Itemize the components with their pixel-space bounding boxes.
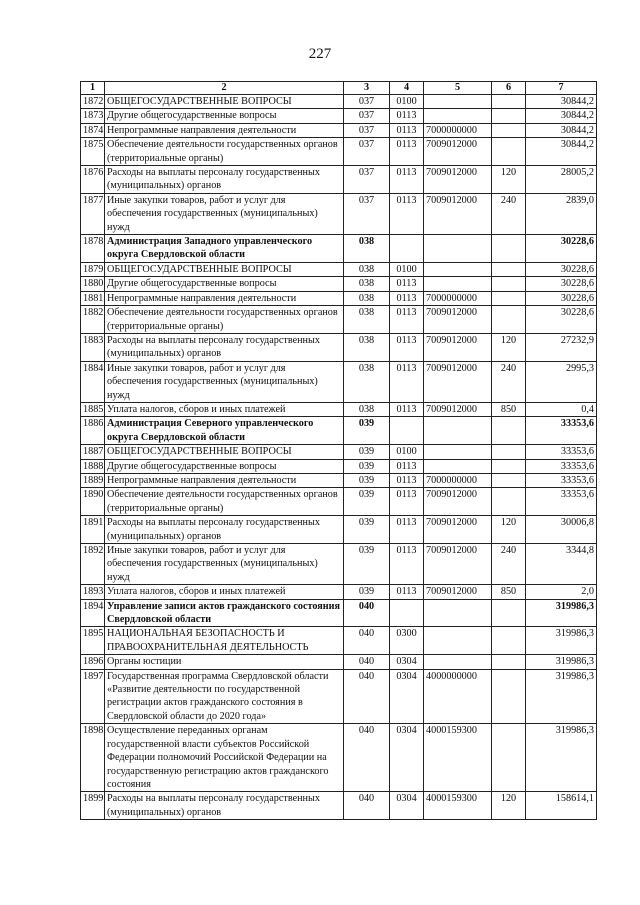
row-section-code-cell: 0113 [390,488,424,516]
row-target-code-cell: 7000000000 [424,291,492,305]
header-row [81,82,597,95]
row-amount-cell: 319986,3 [526,627,597,655]
table-row [81,417,597,445]
row-expense-type-cell: 120 [492,516,526,544]
row-expense-type-cell [492,627,526,655]
row-target-code-cell: 7009012000 [424,138,492,166]
row-admin-code-cell: 040 [344,655,390,669]
table-row [81,361,597,402]
row-name-cell: Иные закупки товаров, работ и услуг для обеспечения государственных (муниципальных) нужд [105,544,344,585]
row-admin-code-cell: 038 [344,306,390,334]
header-col-3: 3 [344,82,390,95]
row-target-code-cell [424,445,492,459]
row-number-cell: 1898 [81,724,105,792]
row-number-cell: 1883 [81,333,105,361]
row-section-code-cell [390,417,424,445]
row-amount-cell: 30228,6 [526,277,597,291]
row-target-code-cell: 7000000000 [424,473,492,487]
row-section-code-cell: 0113 [390,402,424,416]
row-name-cell: Обеспечение деятельности государственных органов (территориальные органы) [105,488,344,516]
table-row [81,627,597,655]
row-amount-cell: 2995,3 [526,361,597,402]
row-target-code-cell [424,417,492,445]
header-col-5: 5 [424,82,492,95]
row-amount-cell: 30228,6 [526,235,597,263]
row-amount-cell: 158614,1 [526,792,597,820]
row-expense-type-cell [492,291,526,305]
row-expense-type-cell [492,445,526,459]
row-expense-type-cell [492,488,526,516]
row-number-cell: 1886 [81,417,105,445]
row-target-code-cell [424,277,492,291]
row-admin-code-cell: 038 [344,262,390,276]
row-name-cell: Непрограммные направления деятельности [105,291,344,305]
row-section-code-cell: 0113 [390,473,424,487]
row-admin-code-cell: 038 [344,235,390,263]
row-target-code-cell: 4000000000 [424,669,492,724]
table-row [81,445,597,459]
row-name-cell: Расходы на выплаты персоналу государственных (муниципальных) органов [105,516,344,544]
row-admin-code-cell: 040 [344,599,390,627]
row-admin-code-cell: 039 [344,445,390,459]
row-section-code-cell: 0100 [390,445,424,459]
row-amount-cell: 30228,6 [526,262,597,276]
row-number-cell: 1893 [81,585,105,599]
row-amount-cell: 3344,8 [526,544,597,585]
table-row [81,473,597,487]
table-row [81,333,597,361]
row-expense-type-cell: 120 [492,792,526,820]
row-name-cell: Администрация Западного управленческого округа Свердловской области [105,235,344,263]
row-number-cell: 1890 [81,488,105,516]
row-target-code-cell: 7009012000 [424,306,492,334]
row-target-code-cell [424,95,492,109]
row-number-cell: 1899 [81,792,105,820]
row-number-cell: 1873 [81,109,105,123]
row-expense-type-cell: 240 [492,193,526,234]
row-target-code-cell [424,655,492,669]
row-target-code-cell: 7009012000 [424,585,492,599]
table-row [81,291,597,305]
row-target-code-cell: 7009012000 [424,488,492,516]
row-expense-type-cell: 120 [492,166,526,194]
row-section-code-cell: 0113 [390,109,424,123]
row-admin-code-cell: 039 [344,417,390,445]
row-amount-cell: 2839,0 [526,193,597,234]
row-admin-code-cell: 037 [344,193,390,234]
row-admin-code-cell: 040 [344,627,390,655]
row-target-code-cell: 7009012000 [424,166,492,194]
row-admin-code-cell: 037 [344,166,390,194]
row-admin-code-cell: 040 [344,669,390,724]
row-section-code-cell: 0100 [390,95,424,109]
row-number-cell: 1872 [81,95,105,109]
row-amount-cell: 30228,6 [526,291,597,305]
table-row [81,655,597,669]
row-expense-type-cell [492,724,526,792]
row-number-cell: 1878 [81,235,105,263]
row-admin-code-cell: 039 [344,473,390,487]
row-admin-code-cell: 039 [344,516,390,544]
row-target-code-cell [424,627,492,655]
row-number-cell: 1885 [81,402,105,416]
row-admin-code-cell: 040 [344,792,390,820]
row-expense-type-cell [492,235,526,263]
row-number-cell: 1897 [81,669,105,724]
row-section-code-cell: 0304 [390,669,424,724]
row-name-cell: НАЦИОНАЛЬНАЯ БЕЗОПАСНОСТЬ И ПРАВООХРАНИТЕЛЬНАЯ ДЕЯТЕЛЬНОСТЬ [105,627,344,655]
budget-table [80,81,597,820]
row-amount-cell: 27232,9 [526,333,597,361]
row-expense-type-cell [492,599,526,627]
row-amount-cell: 33353,6 [526,417,597,445]
row-expense-type-cell [492,123,526,137]
row-name-cell: Обеспечение деятельности государственных органов (территориальные органы) [105,306,344,334]
row-amount-cell: 30844,2 [526,95,597,109]
row-number-cell: 1892 [81,544,105,585]
row-admin-code-cell: 037 [344,123,390,137]
row-amount-cell: 28005,2 [526,166,597,194]
row-name-cell: Иные закупки товаров, работ и услуг для обеспечения государственных (муниципальных) нужд [105,193,344,234]
row-name-cell: ОБЩЕГОСУДАРСТВЕННЫЕ ВОПРОСЫ [105,262,344,276]
row-name-cell: ОБЩЕГОСУДАРСТВЕННЫЕ ВОПРОСЫ [105,95,344,109]
row-number-cell: 1874 [81,123,105,137]
row-section-code-cell: 0113 [390,516,424,544]
row-name-cell: Администрация Северного управленческого округа Свердловской области [105,417,344,445]
row-expense-type-cell [492,473,526,487]
row-amount-cell: 30228,6 [526,306,597,334]
row-amount-cell: 33353,6 [526,445,597,459]
row-admin-code-cell: 039 [344,459,390,473]
row-section-code-cell: 0113 [390,333,424,361]
row-admin-code-cell: 038 [344,361,390,402]
table-row [81,488,597,516]
row-expense-type-cell: 240 [492,361,526,402]
table-body [81,95,597,820]
row-expense-type-cell: 850 [492,585,526,599]
row-target-code-cell: 7009012000 [424,193,492,234]
header-col-4: 4 [390,82,424,95]
row-admin-code-cell: 039 [344,544,390,585]
row-target-code-cell: 7009012000 [424,544,492,585]
row-expense-type-cell [492,109,526,123]
table-row [81,138,597,166]
row-section-code-cell: 0113 [390,193,424,234]
row-admin-code-cell: 037 [344,109,390,123]
row-target-code-cell: 7009012000 [424,402,492,416]
table-row [81,277,597,291]
row-amount-cell: 319986,3 [526,669,597,724]
row-section-code-cell: 0113 [390,459,424,473]
row-name-cell: Обеспечение деятельности государственных органов (территориальные органы) [105,138,344,166]
row-name-cell: Расходы на выплаты персоналу государственных (муниципальных) органов [105,333,344,361]
row-section-code-cell: 0304 [390,792,424,820]
row-section-code-cell: 0113 [390,291,424,305]
row-name-cell: Управление записи актов гражданского состояния Свердловской области [105,599,344,627]
row-section-code-cell: 0100 [390,262,424,276]
row-number-cell: 1879 [81,262,105,276]
row-number-cell: 1896 [81,655,105,669]
row-name-cell: Органы юстиции [105,655,344,669]
row-name-cell: Расходы на выплаты персоналу государственных (муниципальных) органов [105,792,344,820]
row-name-cell: Осуществление переданных органам государственной власти субъектов Российской Федерации полномочий Российской Федерации на государственную регистрацию актов гражданского состояния [105,724,344,792]
row-section-code-cell: 0113 [390,138,424,166]
row-amount-cell: 33353,6 [526,459,597,473]
row-target-code-cell [424,599,492,627]
row-admin-code-cell: 037 [344,138,390,166]
row-expense-type-cell [492,669,526,724]
row-section-code-cell: 0113 [390,166,424,194]
row-section-code-cell [390,599,424,627]
row-admin-code-cell: 037 [344,95,390,109]
row-amount-cell: 33353,6 [526,473,597,487]
row-expense-type-cell [492,655,526,669]
row-name-cell: ОБЩЕГОСУДАРСТВЕННЫЕ ВОПРОСЫ [105,445,344,459]
table-row [81,585,597,599]
row-number-cell: 1880 [81,277,105,291]
row-number-cell: 1881 [81,291,105,305]
row-target-code-cell [424,459,492,473]
row-name-cell: Другие общегосударственные вопросы [105,459,344,473]
row-name-cell: Государственная программа Свердловской области «Развитие деятельности по государственной регистрации актов гражданского состояния в Свердловской области до 2020 года» [105,669,344,724]
row-name-cell: Другие общегосударственные вопросы [105,277,344,291]
row-name-cell: Другие общегосударственные вопросы [105,109,344,123]
row-target-code-cell: 7009012000 [424,516,492,544]
row-number-cell: 1891 [81,516,105,544]
page-number: 227 [308,46,332,62]
row-number-cell: 1876 [81,166,105,194]
row-target-code-cell [424,109,492,123]
row-section-code-cell: 0113 [390,306,424,334]
row-target-code-cell [424,235,492,263]
row-expense-type-cell [492,306,526,334]
row-section-code-cell: 0113 [390,123,424,137]
row-section-code-cell [390,235,424,263]
row-amount-cell: 33353,6 [526,488,597,516]
row-expense-type-cell [492,277,526,291]
row-admin-code-cell: 038 [344,402,390,416]
row-name-cell: Уплата налогов, сборов и иных платежей [105,585,344,599]
table-row [81,724,597,792]
row-number-cell: 1884 [81,361,105,402]
row-target-code-cell [424,262,492,276]
row-name-cell: Непрограммные направления деятельности [105,123,344,137]
header-col-6: 6 [492,82,526,95]
row-expense-type-cell [492,95,526,109]
row-amount-cell: 319986,3 [526,724,597,792]
row-section-code-cell: 0113 [390,585,424,599]
row-section-code-cell: 0304 [390,655,424,669]
row-amount-cell: 30006,8 [526,516,597,544]
row-target-code-cell: 7009012000 [424,361,492,402]
row-amount-cell: 30844,2 [526,123,597,137]
table-row [81,306,597,334]
row-number-cell: 1895 [81,627,105,655]
row-admin-code-cell: 040 [344,724,390,792]
row-number-cell: 1887 [81,445,105,459]
row-number-cell: 1888 [81,459,105,473]
row-admin-code-cell: 038 [344,333,390,361]
row-name-cell: Непрограммные направления деятельности [105,473,344,487]
table-row [81,792,597,820]
row-expense-type-cell [492,138,526,166]
row-amount-cell: 319986,3 [526,655,597,669]
header-col-1: 1 [81,82,105,95]
row-expense-type-cell [492,417,526,445]
row-number-cell: 1877 [81,193,105,234]
row-amount-cell: 319986,3 [526,599,597,627]
table-row [81,95,597,109]
table-row [81,516,597,544]
row-number-cell: 1882 [81,306,105,334]
row-expense-type-cell: 240 [492,544,526,585]
table-row [81,123,597,137]
row-number-cell: 1889 [81,473,105,487]
row-section-code-cell: 0113 [390,361,424,402]
row-amount-cell: 30844,2 [526,138,597,166]
row-section-code-cell: 0304 [390,724,424,792]
row-target-code-cell: 4000159300 [424,792,492,820]
header-col-2: 2 [105,82,344,95]
row-amount-cell: 30844,2 [526,109,597,123]
row-amount-cell: 2,0 [526,585,597,599]
table-row [81,109,597,123]
row-expense-type-cell [492,262,526,276]
table-row [81,544,597,585]
row-section-code-cell: 0113 [390,544,424,585]
table-row [81,193,597,234]
row-admin-code-cell: 039 [344,585,390,599]
header-col-7: 7 [526,82,597,95]
table-row [81,166,597,194]
row-target-code-cell: 7009012000 [424,333,492,361]
table-row [81,402,597,416]
row-name-cell: Иные закупки товаров, работ и услуг для обеспечения государственных (муниципальных) нужд [105,361,344,402]
row-expense-type-cell: 120 [492,333,526,361]
table-row [81,262,597,276]
row-number-cell: 1894 [81,599,105,627]
row-target-code-cell: 7000000000 [424,123,492,137]
row-admin-code-cell: 038 [344,291,390,305]
row-section-code-cell: 0113 [390,277,424,291]
row-target-code-cell: 4000159300 [424,724,492,792]
row-expense-type-cell: 850 [492,402,526,416]
row-number-cell: 1875 [81,138,105,166]
row-name-cell: Расходы на выплаты персоналу государственных (муниципальных) органов [105,166,344,194]
row-section-code-cell: 0300 [390,627,424,655]
row-admin-code-cell: 038 [344,277,390,291]
row-name-cell: Уплата налогов, сборов и иных платежей [105,402,344,416]
table-row [81,599,597,627]
row-admin-code-cell: 039 [344,488,390,516]
table-row [81,235,597,263]
table-row [81,459,597,473]
row-amount-cell: 0,4 [526,402,597,416]
table-row [81,669,597,724]
row-expense-type-cell [492,459,526,473]
